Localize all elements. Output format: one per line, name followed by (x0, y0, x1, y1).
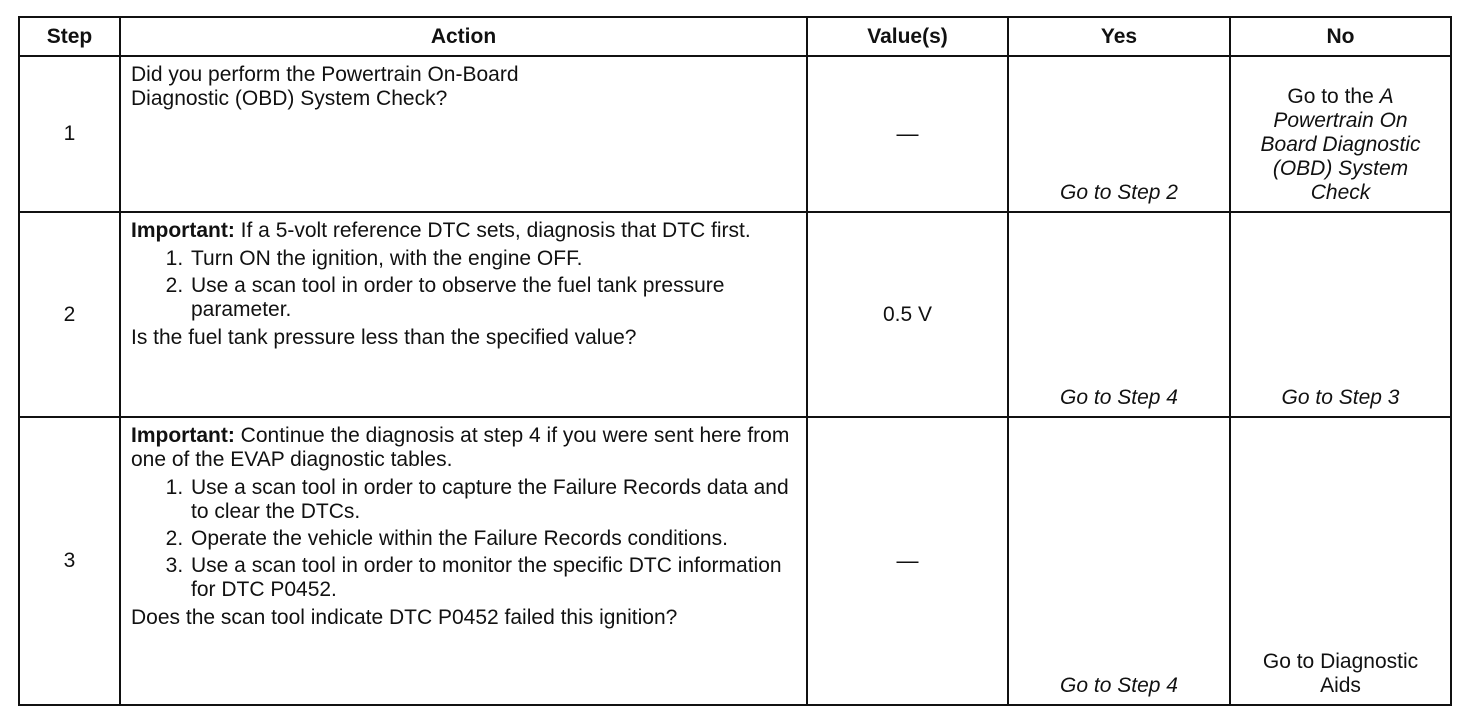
important-label: Important: (131, 424, 235, 447)
no-link[interactable]: Go to Step 3 (1230, 212, 1451, 417)
list-item: 3. Use a scan tool in order to monitor the specific DTC information for DTC P0452. (189, 554, 796, 602)
action-question: Is the fuel tank pressure less than the specified value? (131, 326, 637, 349)
value-cell: — (807, 56, 1008, 212)
instruction-list (131, 247, 796, 322)
action-question: Does the scan tool indicate DTC P0452 failed this ignition? (131, 606, 678, 629)
list-item: 2. Use a scan tool in order to observe the fuel tank pressure parameter. (189, 274, 796, 322)
step-number: 2 (19, 212, 120, 417)
action-cell (120, 212, 807, 417)
important-text: If a 5-volt reference DTC sets, diagnosis that DTC first. (240, 219, 751, 242)
important-note (131, 424, 796, 472)
action-cell (120, 56, 807, 212)
action-question: Did you perform the Powertrain On-Board Diagnostic (OBD) System Check? (131, 63, 519, 110)
value-cell: — (807, 417, 1008, 705)
list-item: 2. Operate the vehicle within the Failure Records conditions. (189, 527, 796, 551)
yes-link[interactable]: Go to Step 2 (1008, 56, 1230, 212)
table-row-step-3 (19, 417, 1451, 705)
no-link[interactable]: A Powertrain On Board Diagnostic (OBD) System Check (1260, 85, 1421, 204)
step-number: 1 (19, 56, 120, 212)
header-action: Action (120, 17, 807, 56)
yes-link[interactable]: Go to Step 4 (1008, 417, 1230, 705)
list-item: 1. Use a scan tool in order to capture the Failure Records data and to clear the DTCs. (189, 476, 796, 524)
value-cell: 0.5 V (807, 212, 1008, 417)
header-yes: Yes (1008, 17, 1230, 56)
no-link[interactable]: Go to Diagnostic Aids (1230, 417, 1451, 705)
diagnostic-table (18, 16, 1452, 706)
action-cell (120, 417, 807, 705)
table-row-step-2 (19, 212, 1451, 417)
no-prefix: Go to the (1287, 85, 1374, 108)
list-item: 1. Turn ON the ignition, with the engine OFF. (189, 247, 796, 271)
instruction-list (131, 476, 796, 602)
important-text: Continue the diagnosis at step 4 if you were sent here from one of the EVAP diagnostic tables. (131, 424, 790, 471)
yes-link[interactable]: Go to Step 4 (1008, 212, 1230, 417)
important-label: Important: (131, 219, 235, 242)
header-step: Step (19, 17, 120, 56)
step-number: 3 (19, 417, 120, 705)
header-no: No (1230, 17, 1451, 56)
header-values: Value(s) (807, 17, 1008, 56)
no-cell (1230, 56, 1451, 212)
important-note (131, 219, 796, 243)
table-row-step-1 (19, 56, 1451, 212)
header-row (19, 17, 1451, 56)
